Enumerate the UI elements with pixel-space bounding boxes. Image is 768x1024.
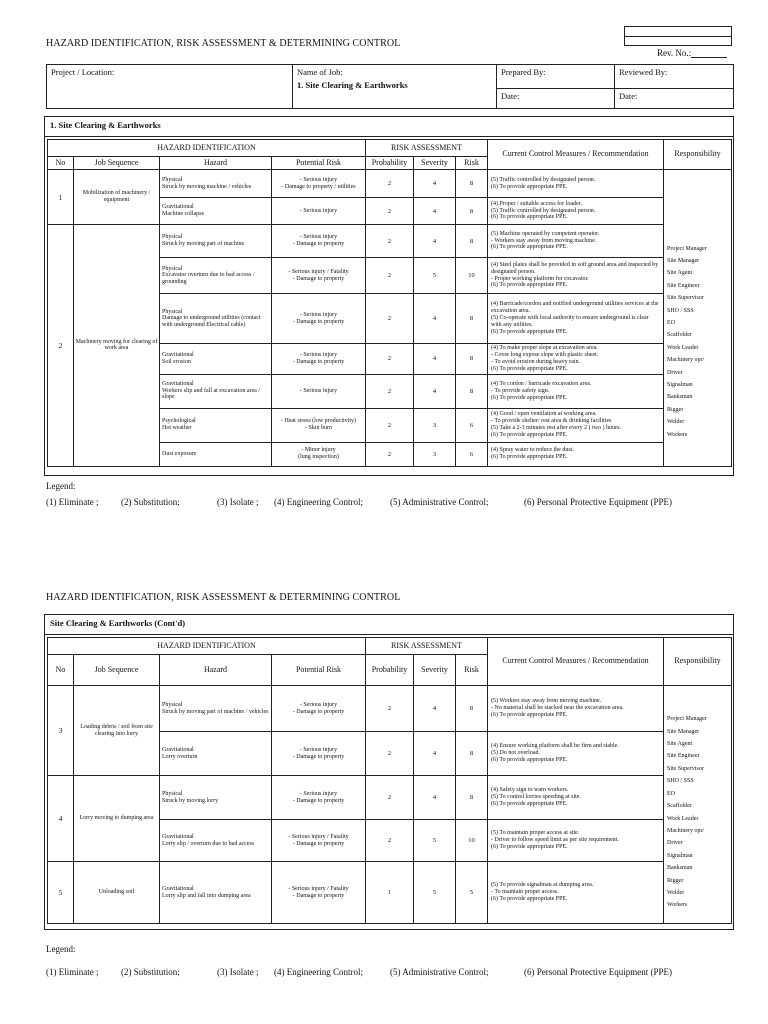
- responsibility-item: Rigger: [667, 406, 684, 413]
- probability-cell: 2: [366, 294, 414, 344]
- section-2-frame: [44, 614, 734, 930]
- control-measures-cell-line: (6) To provide appropriate PPE.: [491, 431, 568, 438]
- hazard-cell: [160, 732, 272, 776]
- potential-risk-cell: [272, 225, 366, 258]
- risk-cell: 8: [456, 198, 488, 225]
- responsibility-item: Machinery opr/: [667, 357, 705, 364]
- hazard-cell-line: Struck by moving lorry: [162, 797, 219, 804]
- control-measures-cell-line: (6) To provide appropriate PPE.: [491, 895, 568, 902]
- probability-cell: 2: [366, 225, 414, 258]
- hazard-cell-line: Physical: [162, 701, 183, 708]
- table-row: [48, 170, 732, 198]
- probability-cell: 2: [366, 820, 414, 862]
- responsibility-item: Work Leader: [667, 344, 699, 351]
- hazard-cell-line: Physical: [162, 790, 183, 797]
- legend-title-1: Legend:: [46, 481, 76, 491]
- responsibility-item: Workers: [667, 902, 688, 909]
- legend-item: (4) Engineering Control;: [274, 967, 363, 977]
- hazard-cell-line: Gravitational: [162, 204, 194, 211]
- potential-risk-cell: [272, 198, 366, 225]
- control-measures-cell: [488, 344, 664, 375]
- hazard-identification-header: HAZARD IDENTIFICATION: [48, 140, 366, 157]
- hazard-cell-line: Struck by moving part of machine / vehicles: [162, 708, 269, 715]
- control-measures-cell: [488, 258, 664, 294]
- potential-risk-cell-line: - Serious injury: [299, 746, 338, 753]
- hazard-cell-line: Gravitational: [162, 746, 194, 753]
- potential-risk-cell-line: - Damage to property: [292, 797, 345, 804]
- legend-item: (6) Personal Protective Equipment (PPE): [524, 967, 672, 977]
- hazard-cell-line: Gravitational: [162, 885, 194, 892]
- control-measures-cell-line: (5) Workers stay away from moving machine.: [491, 698, 602, 705]
- job-number: 1: [48, 170, 74, 225]
- potential-risk-cell-line: - Minor injury: [301, 447, 336, 454]
- risk-cell: 5: [456, 862, 488, 924]
- potential-risk-cell-line: - Serious injury: [299, 387, 338, 394]
- no-header: No: [48, 655, 74, 686]
- control-measures-cell-line: (5) Do not overload.: [491, 750, 541, 757]
- document-title-2: HAZARD IDENTIFICATION, RISK ASSESSMENT & DETERMINING CONTROL: [46, 592, 401, 603]
- responsibility-item: Scaffolder: [667, 803, 692, 810]
- hazard-cell-line: Struck by moving machine / vehicles: [162, 183, 252, 190]
- responsibility-cell: [664, 686, 732, 924]
- job-sequence: Lorry moving to dumping area: [74, 776, 160, 862]
- responsibility-item: Workers: [667, 431, 688, 438]
- responsibility-item: Welder: [667, 889, 685, 896]
- hazard-cell: [160, 776, 272, 820]
- job-number: 3: [48, 686, 74, 776]
- potential-risk-cell-line: - Serious injury: [299, 176, 338, 183]
- responsibility-item: EO: [667, 319, 676, 326]
- potential-risk-cell: [272, 170, 366, 198]
- section-1-heading: 1. Site Clearing & Earthworks: [45, 117, 733, 137]
- probability-cell: 2: [366, 170, 414, 198]
- severity-cell: 5: [414, 258, 456, 294]
- potential-risk-cell-line: - Damage to property: [292, 708, 345, 715]
- responsibility-item: Project Manager: [667, 245, 707, 252]
- control-measures-cell: [488, 862, 664, 924]
- risk-header: Risk: [456, 655, 488, 686]
- job-sequence: Unloading soil: [74, 862, 160, 924]
- responsibility-item: Site Agent: [667, 270, 693, 277]
- table-row: [48, 225, 732, 258]
- hazard-identification-header: HAZARD IDENTIFICATION: [48, 638, 366, 655]
- control-measures-header: Current Control Measures / Recommendation: [488, 140, 664, 170]
- legend-2: [46, 967, 736, 977]
- control-measures-cell: [488, 225, 664, 258]
- potential-risk-cell-line: - Serious injury: [299, 352, 338, 359]
- probability-cell: 2: [366, 776, 414, 820]
- potential-risk-cell-line: - Damage to property: [292, 318, 345, 325]
- control-measures-cell-line: (6) To provide appropriate PPE.: [491, 394, 568, 401]
- severity-cell: 4: [414, 170, 456, 198]
- probability-cell: 2: [366, 732, 414, 776]
- probability-header: Probability: [366, 157, 414, 170]
- control-measures-cell-line: (5) Take a 2-3 minutes rest after every 2 ( two ) hours.: [491, 425, 621, 432]
- potential-risk-cell-line: - Damage to property: [292, 892, 345, 899]
- hazard-cell-line: Lorry slip and fall into dumping area: [162, 892, 251, 899]
- potential-risk-cell: [272, 374, 366, 408]
- hazard-cell: [160, 344, 272, 375]
- responsibility-item: Machinery opr/: [667, 827, 705, 834]
- hazard-cell-line: Struck by moving part of machine: [162, 241, 245, 247]
- severity-cell: 5: [414, 820, 456, 862]
- control-measures-cell-line: (6) To provide appropriate PPE.: [491, 800, 568, 807]
- legend-item: (3) Isolate ;: [217, 497, 259, 507]
- probability-cell: 2: [366, 686, 414, 732]
- legend-item: (4) Engineering Control;: [274, 497, 363, 507]
- control-measures-cell-line: (6) To provide appropriate PPE.: [491, 454, 568, 461]
- responsibility-item: Driver: [667, 369, 683, 376]
- responsibility-item: Welder: [667, 419, 685, 426]
- risk-cell: 10: [456, 258, 488, 294]
- control-measures-cell-line: (5) Traffic controlled by designated person.: [491, 176, 596, 183]
- legend-item: (5) Administrative Control;: [390, 967, 489, 977]
- hira-table-2: [47, 637, 732, 924]
- responsibility-item: Site Engineer: [667, 753, 700, 760]
- legend-item: (5) Administrative Control;: [390, 497, 489, 507]
- hazard-cell: [160, 198, 272, 225]
- hazard-cell: [160, 820, 272, 862]
- control-measures-cell-line: (6) To provide appropriate PPE.: [491, 214, 568, 221]
- potential-risk-cell: [272, 862, 366, 924]
- legend-1: [46, 497, 736, 507]
- job-info-table: [46, 64, 734, 109]
- job-number: 4: [48, 776, 74, 862]
- legend-item: (2) Substitution;: [121, 967, 180, 977]
- responsibility-list: [667, 697, 728, 912]
- hazard-cell-line: Hot weather: [162, 425, 192, 432]
- hazard-cell-line: Excavator overturn due to bad access / grounding: [162, 272, 255, 285]
- legend-item: (3) Isolate ;: [217, 967, 259, 977]
- responsibility-item: Project Manager: [667, 716, 707, 723]
- potential-risk-cell: [272, 686, 366, 732]
- control-measures-cell-line: (6) To provide appropriate PPE.: [491, 843, 568, 850]
- responsibility-item: Signalman: [667, 382, 693, 388]
- responsibility-item: Scaffolder: [667, 332, 692, 339]
- responsibility-item: Rigger: [667, 877, 684, 884]
- risk-cell: 8: [456, 225, 488, 258]
- prepared-by-field: Prepared By:: [497, 65, 615, 89]
- responsibility-item: Site Supervisor: [667, 765, 704, 772]
- hazard-cell: [160, 294, 272, 344]
- hazard-cell-line: Soil erosion: [162, 358, 191, 365]
- control-measures-cell-line: (5) Traffic controlled by designated person.: [491, 207, 596, 214]
- hazard-cell: [160, 225, 272, 258]
- control-measures-cell-line: - Workers stay away from moving machine.: [491, 237, 597, 244]
- potential-risk-cell: [272, 732, 366, 776]
- potential-risk-cell: [272, 344, 366, 375]
- job-sequence-header: Job Sequence: [74, 157, 160, 170]
- prepared-date-field: Date:: [497, 89, 615, 109]
- risk-assessment-header: RISK ASSESSMENT: [366, 638, 488, 655]
- hazard-cell-line: Dust exposure: [162, 450, 197, 457]
- hazard-cell-line: Gravitational: [162, 352, 194, 359]
- control-measures-cell: [488, 374, 664, 408]
- control-measures-cell-line: - To avoid erosion during heavy rain.: [491, 358, 580, 365]
- responsibility-item: EO: [667, 790, 676, 797]
- probability-cell: 2: [366, 258, 414, 294]
- responsibility-cell: [664, 170, 732, 467]
- hazard-cell-line: Physical: [162, 308, 183, 315]
- job-name: 1. Site Clearing & Earthworks: [297, 80, 408, 90]
- severity-cell: 4: [414, 686, 456, 732]
- hazard-cell-line: Physical: [162, 265, 183, 272]
- control-measures-cell: [488, 408, 664, 442]
- hazard-cell-line: Psychological: [162, 418, 196, 425]
- control-measures-cell-line: (6) To provide appropriate PPE.: [491, 756, 568, 763]
- potential-risk-cell-line: - Serious injury: [299, 790, 338, 797]
- severity-cell: 4: [414, 344, 456, 375]
- control-measures-cell-line: (4) Good / open ventilation at working area.: [491, 411, 597, 418]
- control-measures-cell-line: (4) Ensure working platform shall be firm and stable.: [491, 743, 619, 750]
- hazard-header: Hazard: [160, 655, 272, 686]
- hazard-cell-line: Physical: [162, 176, 183, 183]
- probability-cell: 2: [366, 442, 414, 466]
- control-measures-cell: [488, 198, 664, 225]
- responsibility-item: SHO / SSS: [667, 778, 694, 785]
- hira-table-1-body: [48, 170, 732, 467]
- control-measures-cell-line: (6) To provide appropriate PPE.: [491, 282, 568, 289]
- control-measures-cell-line: (4) Spray water to reduce the dust.: [491, 447, 574, 454]
- potential-risk-header: Potential Risk: [272, 655, 366, 686]
- control-measures-cell-line: (4) Proper / suitable access for loader.: [491, 200, 582, 207]
- section-1-frame: [44, 116, 734, 476]
- control-measures-cell-line: (4) Steel plates shall be provided in soft ground area and inspected by designated person.: [491, 261, 659, 275]
- hazard-cell-line: Lorry overturn: [162, 753, 198, 760]
- responsibility-header: Responsibility: [664, 140, 732, 170]
- risk-cell: 8: [456, 686, 488, 732]
- job-name-field: Name of Job: 1. Site Clearing & Earthworks: [293, 65, 497, 109]
- severity-cell: 4: [414, 198, 456, 225]
- control-measures-cell: [488, 170, 664, 198]
- legend-item: (6) Personal Protective Equipment (PPE): [524, 497, 672, 507]
- potential-risk-cell: [272, 776, 366, 820]
- probability-cell: 2: [366, 344, 414, 375]
- job-number: 5: [48, 862, 74, 924]
- control-measures-cell-line: (4) Safety sign to warn workers.: [491, 787, 569, 794]
- severity-cell: 3: [414, 408, 456, 442]
- control-measures-cell-line: (5) To control lorries speeding at site.: [491, 794, 581, 801]
- hira-table-1: [47, 139, 732, 467]
- risk-cell: 8: [456, 294, 488, 344]
- potential-risk-cell-line: - Damage to property: [292, 840, 345, 847]
- control-measures-cell-line: (5) Machine operated by competent operator.: [491, 230, 600, 237]
- control-measures-cell: [488, 776, 664, 820]
- control-measures-cell-line: - To maintain proper access.: [491, 889, 559, 896]
- probability-cell: 2: [366, 374, 414, 408]
- hazard-cell-line: Gravitational: [162, 381, 194, 388]
- control-measures-cell-line: - To provide safety sign.: [491, 387, 550, 394]
- hazard-cell: [160, 408, 272, 442]
- control-measures-cell-line: (6) To provide appropriate PPE.: [491, 711, 568, 718]
- severity-cell: 4: [414, 374, 456, 408]
- severity-header: Severity: [414, 655, 456, 686]
- control-measures-cell-line: - No material shall be stacked near the excavation area.: [491, 705, 624, 712]
- hira-table-2-body: [48, 686, 732, 924]
- potential-risk-cell-line: - Serious injury: [299, 701, 338, 708]
- responsibility-header: Responsibility: [664, 638, 732, 686]
- severity-cell: 5: [414, 862, 456, 924]
- potential-risk-header: Potential Risk: [272, 157, 366, 170]
- potential-risk-cell-line: - Serious injury / Fatality: [288, 885, 349, 892]
- potential-risk-cell-line: - Serious injury: [299, 207, 338, 214]
- risk-cell: 10: [456, 820, 488, 862]
- control-measures-cell-line: (6) To provide appropriate PPE.: [491, 183, 568, 190]
- hazard-cell-line: Physical: [162, 234, 183, 241]
- section-2-heading: Site Clearing & Earthworks (Cont'd): [45, 615, 733, 635]
- control-measures-cell-line: (4) Barricade/cordon and notified underground utilities services at the excavation area.: [491, 301, 659, 315]
- table-row: [48, 862, 732, 924]
- revision-box: [624, 26, 732, 46]
- responsibility-item: Site Engineer: [667, 282, 700, 289]
- control-measures-cell: [488, 820, 664, 862]
- responsibility-item: Site Manager: [667, 728, 700, 735]
- responsibility-item: Site Manager: [667, 257, 700, 264]
- risk-cell: 8: [456, 732, 488, 776]
- hazard-cell-line: Machine collapse: [162, 211, 205, 217]
- probability-cell: 2: [366, 198, 414, 225]
- risk-header: Risk: [456, 157, 488, 170]
- control-measures-cell-line: (6) To provide appropriate PPE.: [491, 244, 568, 251]
- potential-risk-cell-line: - Serious injury / Fatality: [288, 268, 349, 275]
- revision-number: Rev. No.:: [657, 48, 727, 58]
- legend-item: (1) Eliminate ;: [46, 497, 99, 507]
- control-measures-cell-line: - Cover long expose slope with plastic sheet.: [491, 351, 599, 358]
- risk-cell: 8: [456, 374, 488, 408]
- potential-risk-cell-line: - Damage to property: [292, 241, 345, 247]
- probability-cell: 1: [366, 862, 414, 924]
- control-measures-cell: [488, 732, 664, 776]
- control-measures-cell-line: - Driver to follow speed limit as per site requirement.: [491, 837, 619, 844]
- hazard-cell: [160, 862, 272, 924]
- responsibility-item: Site Agent: [667, 741, 693, 748]
- hazard-cell-line: Damage to underground utilities (contact with underground Electrical cable): [162, 315, 261, 328]
- hazard-header: Hazard: [160, 157, 272, 170]
- hazard-cell-line: Gravitational: [162, 833, 194, 840]
- control-measures-cell-line: (4) To make proper slope at excavation area.: [491, 345, 598, 351]
- potential-risk-cell: [272, 258, 366, 294]
- responsibility-item: Signalman: [667, 852, 693, 859]
- table-row: [48, 686, 732, 732]
- responsibility-item: Banksman: [667, 865, 693, 872]
- severity-cell: 4: [414, 294, 456, 344]
- severity-header: Severity: [414, 157, 456, 170]
- control-measures-cell: [488, 686, 664, 732]
- control-measures-cell-line: - Proper working platform for excavator.: [491, 275, 589, 282]
- job-sequence: Mobilization of machinery / equipment: [74, 170, 160, 225]
- job-sequence: Machinery moving for clearing of work area: [74, 225, 160, 467]
- potential-risk-cell: [272, 820, 366, 862]
- responsibility-item: SHO / SSS: [667, 307, 694, 314]
- document-title: HAZARD IDENTIFICATION, RISK ASSESSMENT & DETERMINING CONTROL: [46, 38, 401, 49]
- risk-cell: 8: [456, 344, 488, 375]
- control-measures-cell-line: - To provide shelter/ rest area & drinking facilities: [491, 418, 612, 425]
- legend-title-2: Legend:: [46, 944, 76, 954]
- probability-cell: 2: [366, 408, 414, 442]
- job-number: 2: [48, 225, 74, 467]
- control-measures-cell-line: (5) To provide signalman at dumping area.: [491, 882, 594, 889]
- control-measures-cell: [488, 294, 664, 344]
- reviewed-by-field: Reviewed By:: [615, 65, 734, 89]
- potential-risk-cell-line: - Serious injury / Fatality: [288, 833, 349, 840]
- potential-risk-cell-line: (lung inspection): [298, 454, 339, 461]
- potential-risk-cell-line: - Serious injury: [299, 311, 338, 318]
- reviewed-date-field: Date:: [615, 89, 734, 109]
- severity-cell: 4: [414, 225, 456, 258]
- hazard-cell: [160, 374, 272, 408]
- table-row: [48, 776, 732, 820]
- potential-risk-cell: [272, 442, 366, 466]
- potential-risk-cell-line: - Serious injury: [299, 234, 338, 241]
- control-measures-header: Current Control Measures / Recommendation: [488, 638, 664, 686]
- risk-cell: 8: [456, 170, 488, 198]
- control-measures-cell-line: (4) To cordon / barricade excavation area.: [491, 380, 592, 387]
- control-measures-cell-line: (6) To provide appropriate PPE.: [491, 365, 568, 372]
- control-measures-cell: [488, 442, 664, 466]
- responsibility-list: [667, 195, 728, 442]
- probability-header: Probability: [366, 655, 414, 686]
- risk-cell: 8: [456, 776, 488, 820]
- job-sequence: Loading debris / soil from site clearing into lorry: [74, 686, 160, 776]
- severity-cell: 4: [414, 776, 456, 820]
- no-header: No: [48, 157, 74, 170]
- job-sequence-header: Job Sequence: [74, 655, 160, 686]
- potential-risk-cell-line: - Damage to property: [292, 753, 345, 760]
- severity-cell: 4: [414, 732, 456, 776]
- potential-risk-cell-line: - Damage to property / utilities: [281, 183, 356, 190]
- responsibility-item: Driver: [667, 840, 683, 847]
- control-measures-cell-line: (5) To maintain proper access at site.: [491, 830, 580, 837]
- severity-cell: 3: [414, 442, 456, 466]
- project-location-field: Project / Location:: [47, 65, 293, 109]
- potential-risk-cell-line: - Damage to property: [292, 275, 345, 282]
- hazard-cell: [160, 170, 272, 198]
- responsibility-item: Work Leader: [667, 815, 699, 822]
- potential-risk-cell-line: - Damage to property: [292, 358, 345, 365]
- hazard-cell: [160, 442, 272, 466]
- potential-risk-cell: [272, 294, 366, 344]
- legend-item: (1) Eliminate ;: [46, 967, 99, 977]
- control-measures-cell-line: (5) Co-operate with local authority to ensure underground is clear with any utilities.: [491, 315, 649, 328]
- hazard-cell: [160, 686, 272, 732]
- risk-cell: 6: [456, 408, 488, 442]
- responsibility-item: Site Supervisor: [667, 295, 704, 302]
- risk-assessment-header: RISK ASSESSMENT: [366, 140, 488, 157]
- hazard-cell-line: Workers slip and fall at excavation area / slope: [162, 387, 260, 401]
- responsibility-item: Banksman: [667, 394, 693, 401]
- potential-risk-cell-line: - Skin burn: [305, 425, 332, 432]
- potential-risk-cell-line: - Heat stress (low productivity): [281, 418, 356, 425]
- hazard-cell: [160, 258, 272, 294]
- risk-cell: 6: [456, 442, 488, 466]
- potential-risk-cell: [272, 408, 366, 442]
- control-measures-cell-line: (6) To provide appropriate PPE.: [491, 328, 568, 335]
- legend-item: (2) Substitution;: [121, 497, 180, 507]
- hazard-cell-line: Lorry slip / overturn due to bad access: [162, 840, 255, 847]
